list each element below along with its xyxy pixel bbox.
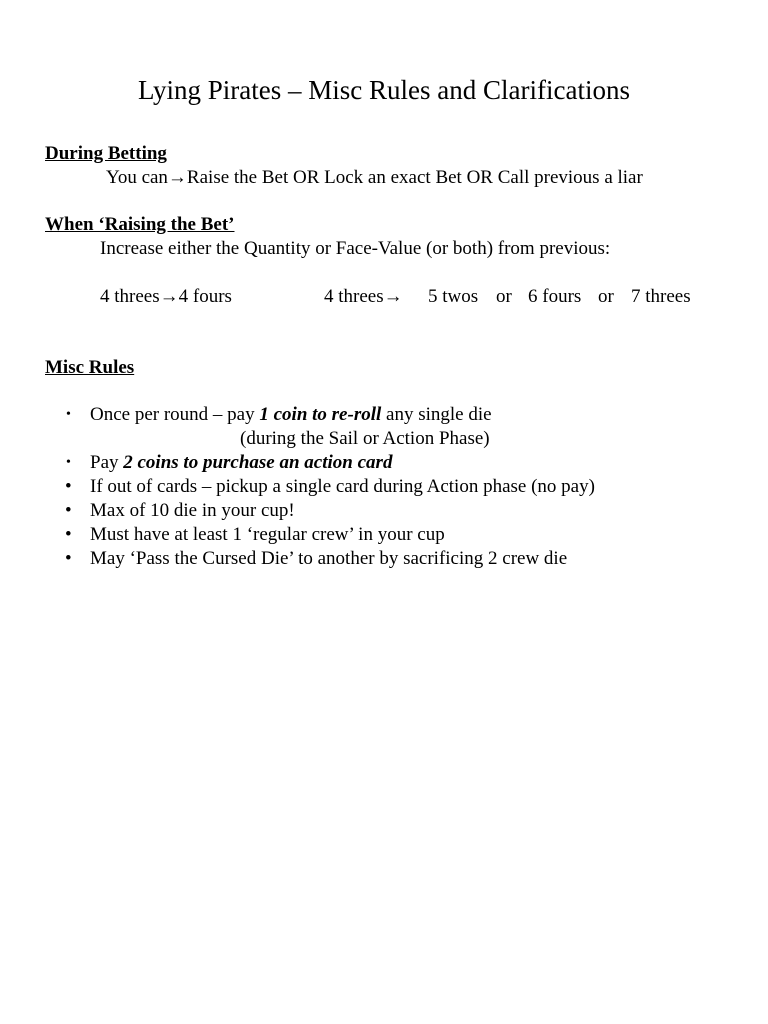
list-item	[45, 523, 745, 547]
bullet-icon: •	[65, 548, 72, 569]
list-item	[45, 451, 745, 475]
bullet-icon: •	[66, 407, 71, 422]
bullet-icon: •	[66, 455, 71, 470]
raising-bet-description: Increase either the Quantity or Face-Value (or both) from previous:	[100, 238, 611, 259]
list-item	[45, 499, 745, 523]
or-separator-2: or	[598, 286, 614, 307]
raising-bet-heading: When ‘Raising the Bet’	[45, 214, 235, 235]
raise-example-2-start: 4 threes→	[324, 286, 403, 307]
misc-rules-heading: Misc Rules	[45, 357, 135, 378]
misc-rules-list	[45, 403, 745, 571]
bullet-icon: •	[65, 500, 72, 521]
raise-example-1: 4 threes→4 fours	[100, 286, 232, 307]
or-separator-1: or	[496, 286, 512, 307]
bullet-text: Pay	[90, 452, 124, 473]
bullet-text: If out of cards – pickup a single card during Action phase (no pay)	[90, 476, 595, 497]
bullet-text: Must have at least 1 ‘regular crew’ in your cup	[90, 524, 445, 545]
bullet-text: any single die	[381, 404, 492, 425]
bullet-subline: (during the Sail or Action Phase)	[240, 428, 490, 449]
raise-option-2: 6 fours	[528, 286, 582, 307]
bullet-emphasis: 1 coin to re-roll	[259, 404, 382, 425]
list-item	[45, 403, 745, 451]
raise-option-1: 5 twos	[428, 286, 479, 307]
raise-examples-row	[100, 285, 720, 309]
bullet-icon: •	[65, 476, 72, 497]
betting-options-line: You can→Raise the Bet OR Lock an exact Bet OR Call previous a liar	[106, 167, 643, 188]
bullet-text: Once per round – pay	[90, 404, 260, 425]
bullet-text: May ‘Pass the Cursed Die’ to another by sacrificing 2 crew die	[90, 548, 568, 569]
document-title: Lying Pirates – Misc Rules and Clarifications	[138, 75, 630, 105]
bullet-icon: •	[65, 524, 72, 545]
bullet-emphasis: 2 coins to purchase an action card	[123, 452, 393, 473]
during-betting-heading: During Betting	[45, 143, 167, 164]
list-item	[45, 547, 745, 571]
raise-option-3: 7 threes	[631, 286, 691, 307]
list-item	[45, 475, 745, 499]
bullet-text: Max of 10 die in your cup!	[90, 500, 295, 521]
